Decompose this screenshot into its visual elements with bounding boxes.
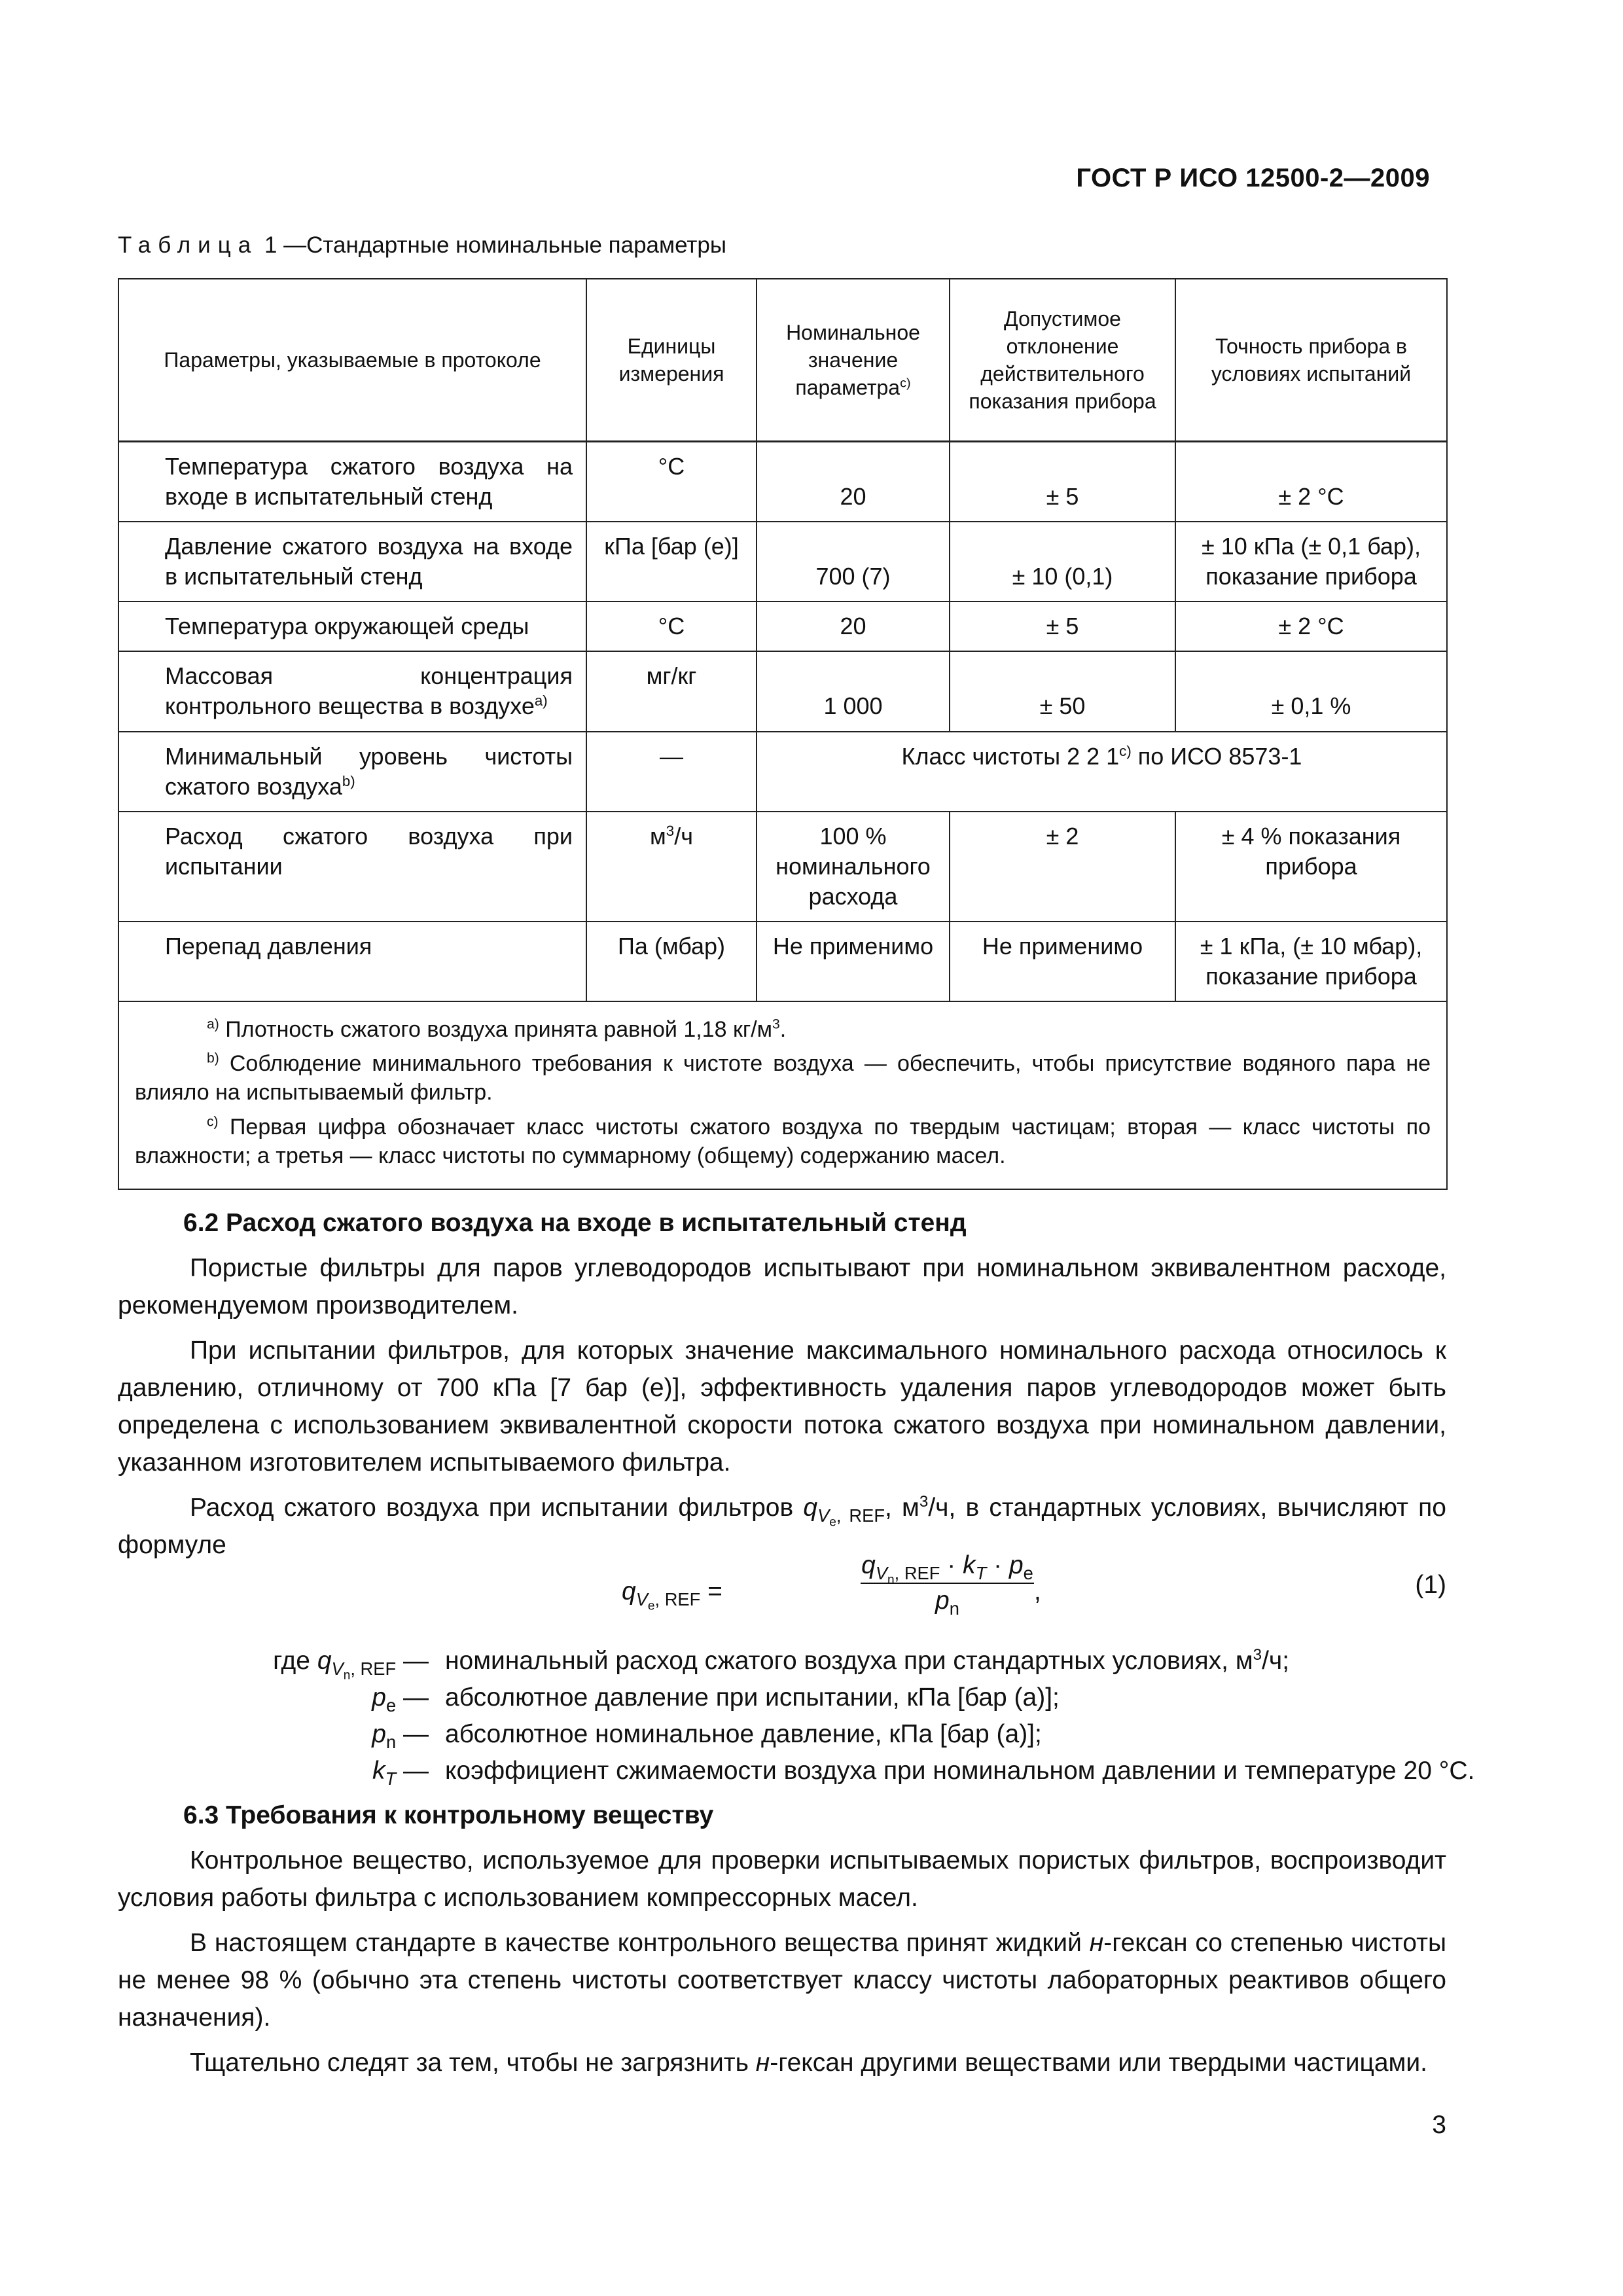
legend-def-b: /ч;: [1262, 1647, 1290, 1675]
cell-accuracy: ± 10 кПа (± 0,1 бар), показание прибора: [1175, 522, 1447, 601]
section-6-3-paragraph-1: Контрольное вещество, используемое для проверки испытываемых пористых фильтров, воспроизводит условия работы фильтра с использованием компрессорных масел.: [118, 1846, 1446, 1912]
cell-units: °С: [586, 442, 757, 522]
footnote-mark: b): [342, 772, 355, 789]
num-k: k: [963, 1551, 976, 1579]
num-n: n: [887, 1573, 895, 1587]
formula-1: [118, 1551, 1446, 1630]
num-ref: , REF: [894, 1562, 940, 1583]
num-dot-2: ·: [986, 1551, 1009, 1579]
legend-symbol: [372, 1679, 429, 1716]
note-b-mark: b): [207, 1050, 219, 1066]
parameters-table: [118, 278, 1448, 1190]
cell-nominal: 100 % номинального расхода: [757, 812, 950, 922]
p3-italic-n: н: [755, 2049, 770, 2077]
legend-n: n: [385, 1731, 397, 1752]
p3-symbol-q: q: [803, 1494, 818, 1522]
table-row: [118, 442, 1447, 522]
table-row: [118, 522, 1447, 601]
page-number: 3: [1432, 2111, 1446, 2139]
cell-accuracy: ± 2 °С: [1175, 442, 1447, 522]
p3-sup: 3: [919, 1493, 929, 1511]
legend-definition: коэффициент сжимаемости воздуха при номинальном давлении и температуре 20 °С.: [445, 1757, 1475, 1785]
p3-subscript: [817, 1505, 885, 1530]
note-c: [135, 1113, 1431, 1170]
legend-p: p: [372, 1720, 386, 1748]
cell-deviation: Не применимо: [950, 922, 1175, 1001]
table-row: [118, 651, 1447, 731]
cell-deviation: ± 5: [950, 601, 1175, 651]
section-6-3-paragraph-3: [118, 2044, 1446, 2081]
num-q-subscript: [875, 1562, 940, 1587]
cell-nominal: 700 (7): [757, 522, 950, 601]
note-b-text: Соблюдение минимального требования к чистоте воздуха — обеспечить, чтобы присутствие водяного пара не влияло на испытываемый фильтр.: [135, 1051, 1431, 1105]
legend-row: [118, 1753, 1475, 1789]
header-nominal-text: Номинальное значение параметра: [786, 320, 920, 400]
num-q: q: [861, 1551, 876, 1579]
cell-nominal: 20: [757, 442, 950, 522]
formula-lhs-q: q: [622, 1577, 636, 1605]
legend-q-subscript: [331, 1658, 397, 1683]
cell-units: кПа [бар (е)]: [586, 522, 757, 601]
section-6-2-paragraph-1: Пористые фильтры для паров углеводородов испытывают при номинальном эквивалентном расходе, рекомендуемом производителем.: [118, 1254, 1446, 1319]
p3-text-a: Расход сжатого воздуха при испытании фильтров: [190, 1494, 804, 1522]
cell-param-text: Минимальный уровень чистоты сжатого воздуха: [165, 742, 573, 800]
section-6-2: [118, 1204, 1446, 1571]
header-accuracy: Точность прибора в условиях испытаний: [1175, 279, 1447, 442]
legend-row: [118, 1643, 1446, 1683]
num-t: T: [975, 1562, 987, 1583]
cell-param: [118, 732, 586, 812]
cell-param: Перепад давления: [118, 922, 586, 1001]
cell-nominal: 20: [757, 601, 950, 651]
section-6-3: [118, 1797, 1446, 2089]
header-nominal: [757, 279, 950, 442]
legend-e: e: [385, 1695, 397, 1715]
den-n: n: [949, 1598, 959, 1619]
cell-param: Давление сжатого воздуха на входе в испытательный стенд: [118, 522, 586, 601]
section-6-3-title: 6.3 Требования к контрольному веществу: [183, 1801, 714, 1829]
cell-param-text: Массовая концентрация контрольного вещества в воздухе: [165, 662, 573, 720]
formula-lhs-subscript: [635, 1588, 701, 1613]
cell-units: Па (мбар): [586, 922, 757, 1001]
table-row: [118, 601, 1447, 651]
table-row: [118, 812, 1447, 922]
note-a-mark: a): [207, 1016, 219, 1032]
formula-numerator: [861, 1551, 1034, 1587]
cell-accuracy: ± 4 % показания прибора: [1175, 812, 1447, 922]
note-a-end: .: [779, 1017, 787, 1043]
formula-lhs-ref: , REF: [654, 1588, 701, 1609]
legend-row: [118, 1716, 1446, 1753]
cell-merged-text-b: по ИСО 8573-1: [1131, 742, 1302, 770]
legend-t: T: [385, 1768, 397, 1789]
units-a: м: [650, 822, 666, 850]
cell-param: Расход сжатого воздуха при испытании: [118, 812, 586, 922]
cell-param: [118, 651, 586, 731]
table-notes: [118, 1001, 1447, 1189]
note-a: [135, 1015, 1431, 1044]
units-sup: 3: [666, 822, 675, 839]
legend-symbol: [372, 1716, 429, 1753]
formula-lhs: [622, 1577, 722, 1613]
cell-accuracy: ± 0,1 %: [1175, 651, 1447, 731]
footnote-mark: c): [1119, 742, 1132, 759]
legend-q: q: [317, 1647, 332, 1675]
p3-sub-ref: , REF: [836, 1505, 885, 1526]
table-caption: [118, 232, 726, 259]
cell-units: мг/кг: [586, 651, 757, 731]
table-caption-prefix: Таблица: [118, 232, 259, 258]
header-deviation: Допустимое отклонение действительного показания прибора: [950, 279, 1175, 442]
cell-deviation: ± 5: [950, 442, 1175, 522]
cell-nominal: 1 000: [757, 651, 950, 731]
table-header-row: [118, 279, 1447, 442]
cell-units: [586, 812, 757, 922]
header-nominal-footnote-mark: c): [900, 376, 911, 391]
num-e: e: [1023, 1562, 1033, 1583]
p3-text-c: /ч, в стандартных условиях, вычисляют по формуле: [118, 1494, 1446, 1559]
header-param: Параметры, указываемые в протоколе: [118, 279, 586, 442]
cell-merged-class: [757, 732, 1447, 812]
p3-sub-e: e: [829, 1515, 836, 1530]
den-p: p: [935, 1587, 950, 1615]
legend-dash: —: [396, 1683, 429, 1712]
legend-symbol: [372, 1753, 429, 1789]
formula-lhs-e: e: [647, 1599, 655, 1613]
document-header: ГОСТ Р ИСО 12500-2—2009: [1076, 164, 1430, 192]
p2-italic-n: н: [1089, 1929, 1104, 1957]
legend-definition: [445, 1643, 1289, 1679]
table-row: [118, 922, 1447, 1001]
legend-dash: —: [396, 1757, 429, 1785]
legend-p: p: [372, 1683, 386, 1712]
table-row: [118, 732, 1447, 812]
legend-def-sup: 3: [1253, 1646, 1262, 1664]
cell-param: Температура окружающей среды: [118, 601, 586, 651]
table-notes-row: [118, 1001, 1447, 1189]
cell-accuracy: ± 2 °С: [1175, 601, 1447, 651]
note-c-mark: c): [207, 1114, 219, 1130]
legend-dash: —: [396, 1720, 429, 1748]
legend-dash: —: [396, 1647, 429, 1675]
p3-text-b: , м: [885, 1494, 919, 1522]
legend-def-a: номинальный расход сжатого воздуха при стандартных условиях, м: [445, 1647, 1253, 1675]
cell-deviation: ± 2: [950, 812, 1175, 922]
formula-equals: =: [700, 1577, 722, 1605]
formula-legend: [118, 1643, 1475, 1789]
section-6-3-paragraph-2: [118, 1924, 1446, 2036]
p2-text-a: В настоящем стандарте в качестве контрольного вещества принят жидкий: [190, 1929, 1090, 1957]
formula-fraction: [861, 1551, 1034, 1619]
cell-deviation: ± 10 (0,1): [950, 522, 1175, 601]
note-a-text: Плотность сжатого воздуха принята равной 1,18 кг/м: [219, 1017, 773, 1043]
cell-nominal: Не применимо: [757, 922, 950, 1001]
header-units: Единицы измерения: [586, 279, 757, 442]
formula-comma: ,: [1034, 1577, 1041, 1605]
p2-text-b: -гексан со степенью чистоты не менее 98 % (обычно эта степень чистоты соответствует классу чистоты лабораторных реактивов общего назначения).: [118, 1929, 1446, 2032]
cell-accuracy: ± 1 кПа, (± 10 мбар), показание прибора: [1175, 922, 1447, 1001]
section-6-2-paragraph-2: При испытании фильтров, для которых значение максимального номинального расхода относилось к давлению, отличному от 700 кПа [7 бар (е)], эффективность удаления паров углеводородов может быть определена с использованием эквивалентной скорости потока сжатого воздуха при номинальном давлении, указанном изготовителем испытываемого фильтра.: [118, 1336, 1446, 1477]
units-b: /ч: [674, 822, 693, 850]
p3-sub-v: V: [817, 1505, 830, 1526]
legend-v: V: [331, 1658, 344, 1679]
cell-param: Температура сжатого воздуха на входе в испытательный стенд: [118, 442, 586, 522]
note-b: [135, 1049, 1431, 1107]
cell-units: °С: [586, 601, 757, 651]
num-dot-1: ·: [940, 1551, 963, 1579]
cell-merged-text-a: Класс чистоты 2 2 1: [901, 742, 1120, 770]
legend-where: где: [273, 1647, 317, 1675]
note-a-sup: 3: [772, 1016, 780, 1032]
legend-definition: абсолютное номинальное давление, кПа [бар (а)];: [445, 1720, 1042, 1748]
formula-number: (1): [1415, 1571, 1446, 1599]
table-caption-title: 1 —Стандартные номинальные параметры: [258, 232, 727, 258]
footnote-mark: a): [534, 692, 548, 709]
legend-definition: абсолютное давление при испытании, кПа [бар (а)];: [445, 1683, 1060, 1712]
section-6-2-title: 6.2 Расход сжатого воздуха на входе в испытательный стенд: [183, 1209, 967, 1237]
legend-row: [118, 1679, 1446, 1716]
cell-units: —: [586, 732, 757, 812]
p3-text-a: Тщательно следят за тем, чтобы не загрязнить: [190, 2049, 756, 2077]
note-c-text: Первая цифра обозначает класс чистоты сжатого воздуха по твердым частицам; вторая — класс чистоты по влажности; а третья — класс чистоты по суммарному (общему) содержанию масел.: [135, 1114, 1431, 1168]
num-v: V: [875, 1562, 888, 1583]
legend-ref: , REF: [350, 1658, 397, 1679]
cell-deviation: ± 50: [950, 651, 1175, 731]
legend-symbol: [273, 1643, 429, 1683]
formula-denominator: [861, 1584, 1034, 1619]
legend-k: k: [372, 1757, 385, 1785]
p3-text-b: -гексан другими веществами или твердыми частицами.: [770, 2049, 1427, 2077]
num-p: p: [1008, 1551, 1024, 1579]
formula-lhs-v: V: [635, 1588, 648, 1609]
legend-n: n: [343, 1668, 351, 1683]
